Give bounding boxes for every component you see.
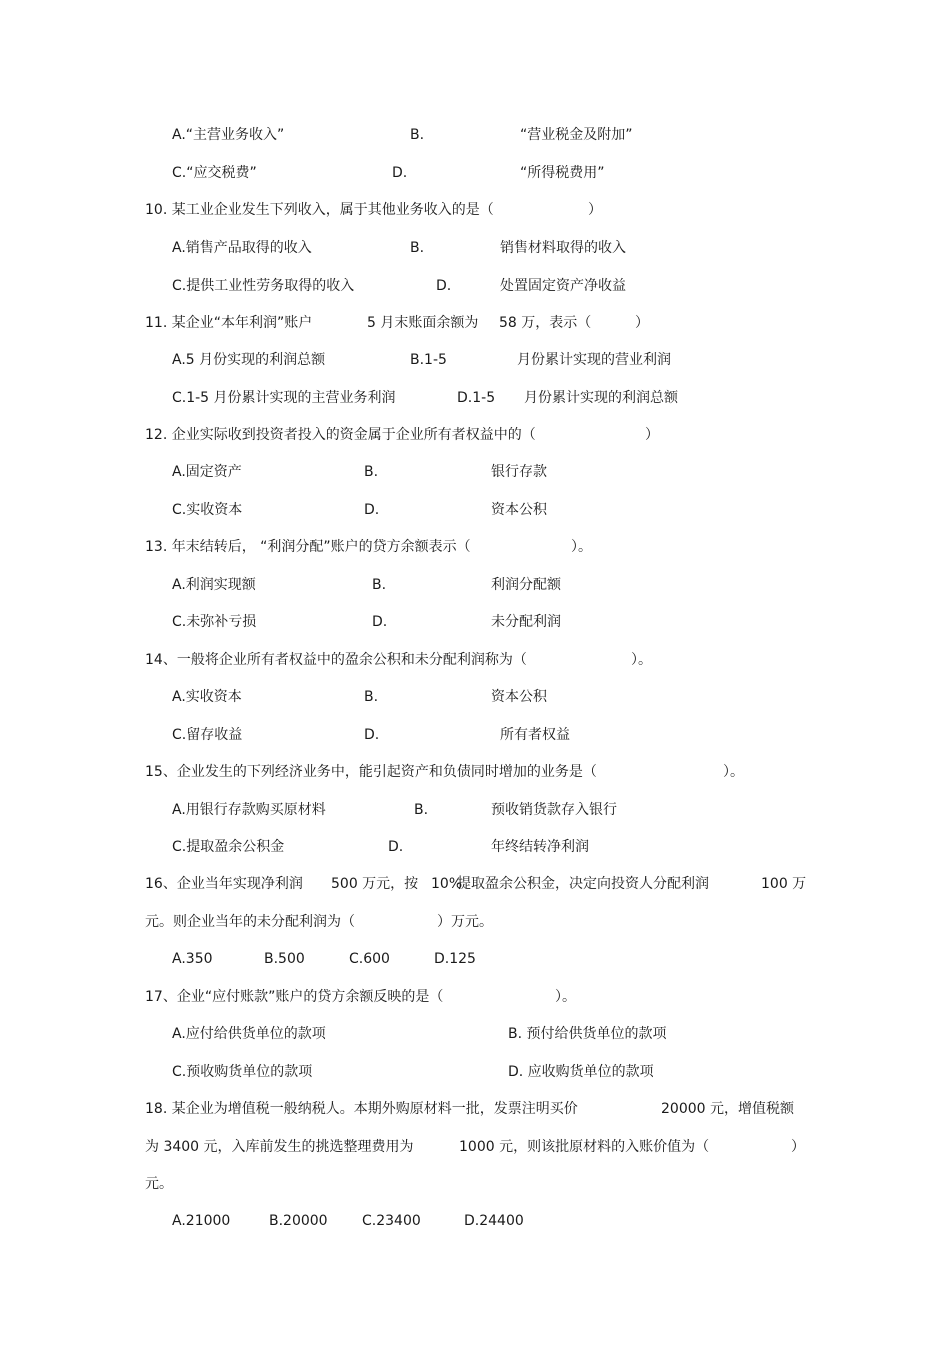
- option-c: C.提取盈余公积金: [172, 839, 285, 855]
- option-b-text: 银行存款: [491, 464, 547, 480]
- question-text: 为 3400 元，入库前发生的挑选整理费用为: [145, 1139, 414, 1155]
- option-b-text: 预收销货款存入银行: [491, 802, 617, 818]
- question-text: 10. 某工业企业发生下列收入，属于其他业务收入的是（: [145, 202, 494, 218]
- answer-blank-close: ）万元。: [437, 914, 493, 930]
- option-d: D.24400: [464, 1213, 524, 1229]
- question-text: 1000 元，则该批原材料的入账价值为（: [459, 1139, 710, 1155]
- option-a: A.利润实现额: [172, 577, 256, 593]
- option-b-text: 销售材料取得的收入: [500, 240, 626, 256]
- option-d-text: “所得税费用”: [520, 165, 605, 181]
- option-a: A.应付给供货单位的款项: [172, 1026, 326, 1042]
- answer-blank-close: ）。: [555, 989, 576, 1005]
- question-text: 18. 某企业为增值税一般纳税人。本期外购原材料一批，发票注明买价: [145, 1101, 578, 1117]
- answer-blank-close: ）: [635, 315, 649, 331]
- option-b-label: B.: [364, 464, 379, 480]
- option-a: A.用银行存款购买原材料: [172, 802, 326, 818]
- question-text: 17、企业“应付账款”账户的贷方余额反映的是（: [145, 989, 444, 1005]
- option-b-text: 资本公积: [491, 689, 547, 705]
- option-a: A.21000: [172, 1213, 231, 1229]
- option-c: C.留存收益: [172, 727, 243, 743]
- option-d-label: D.1-5: [457, 390, 496, 406]
- question-text: 元。: [145, 1176, 173, 1192]
- question-text: 10%: [431, 876, 463, 892]
- option-d-text: 所有者权益: [500, 727, 570, 743]
- answer-blank-close: ）: [645, 427, 659, 443]
- question-text: 100 万: [761, 876, 807, 892]
- option-c: C.600: [349, 951, 390, 967]
- question-text: 16、企业当年实现净利润: [145, 876, 303, 892]
- option-d: D.125: [434, 951, 476, 967]
- option-a: A.实收资本: [172, 689, 242, 705]
- option-b-label: B.1-5: [410, 352, 447, 368]
- answer-blank-close: ）。: [723, 764, 744, 780]
- option-d-text: 处置固定资产净收益: [500, 278, 626, 294]
- option-a: A.5 月份实现的利润总额: [172, 352, 326, 368]
- answer-blank-close: ）。: [571, 539, 592, 555]
- option-b-text: “营业税金及附加”: [520, 127, 633, 143]
- option-d-label: D.: [388, 839, 404, 855]
- option-b-text: 月份累计实现的营业利润: [517, 352, 671, 368]
- option-d-label: D.: [364, 502, 380, 518]
- question-text: 500 万元，按: [331, 876, 419, 892]
- option-b-label: B.: [372, 577, 387, 593]
- answer-blank-close: ）: [791, 1139, 805, 1155]
- question-text: 14、一般将企业所有者权益中的盈余公积和未分配利润称为（: [145, 652, 527, 668]
- question-text: 15、企业发生的下列经济业务中，能引起资产和负债同时增加的业务是（: [145, 764, 597, 780]
- option-a: A.销售产品取得的收入: [172, 240, 312, 256]
- option-c: C.预收购货单位的款项: [172, 1064, 313, 1080]
- option-c: C.23400: [362, 1213, 421, 1229]
- option-a: A.“主营业务收入”: [172, 127, 285, 143]
- option-c: C.未弥补亏损: [172, 614, 257, 630]
- answer-blank-close: ）: [588, 202, 602, 218]
- answer-blank-close: ）。: [631, 652, 652, 668]
- option-b-label: B.: [414, 802, 429, 818]
- option-b-text: 利润分配额: [491, 577, 561, 593]
- question-text: 12. 企业实际收到投资者投入的资金属于企业所有者权益中的（: [145, 427, 536, 443]
- option-d-text: 年终结转净利润: [491, 839, 589, 855]
- option-c: C.“应交税费”: [172, 165, 257, 181]
- option-d: D. 应收购货单位的款项: [508, 1064, 654, 1080]
- option-d-label: D.: [372, 614, 388, 630]
- option-b-label: B.: [410, 127, 425, 143]
- option-d-label: D.: [364, 727, 380, 743]
- option-a: A.350: [172, 951, 213, 967]
- option-b: B. 预付给供货单位的款项: [508, 1026, 667, 1042]
- question-text: 元。则企业当年的未分配利润为（: [145, 914, 355, 930]
- option-c: C.1-5 月份累计实现的主营业务利润: [172, 390, 396, 406]
- question-text: 58 万，表示（: [499, 315, 592, 331]
- question-text: 11. 某企业“本年利润”账户: [145, 315, 313, 331]
- option-a: A.固定资产: [172, 464, 242, 480]
- option-b: B.20000: [269, 1213, 328, 1229]
- option-d-text: 资本公积: [491, 502, 547, 518]
- option-d-text: 月份累计实现的利润总额: [524, 390, 678, 406]
- question-text: 5 月末账面余额为: [367, 315, 479, 331]
- question-text: 20000 元，增值税额: [661, 1101, 794, 1117]
- option-b-label: B.: [410, 240, 425, 256]
- option-b-label: B.: [364, 689, 379, 705]
- option-d-label: D.: [392, 165, 408, 181]
- option-d-label: D.: [436, 278, 452, 294]
- question-text: 提取盈余公积金，决定向投资人分配利润: [457, 876, 709, 892]
- question-text: 13. 年末结转后， “利润分配”账户的贷方余额表示（: [145, 539, 471, 555]
- option-c: C.实收资本: [172, 502, 243, 518]
- option-c: C.提供工业性劳务取得的收入: [172, 278, 355, 294]
- option-d-text: 未分配利润: [491, 614, 561, 630]
- option-b: B.500: [264, 951, 305, 967]
